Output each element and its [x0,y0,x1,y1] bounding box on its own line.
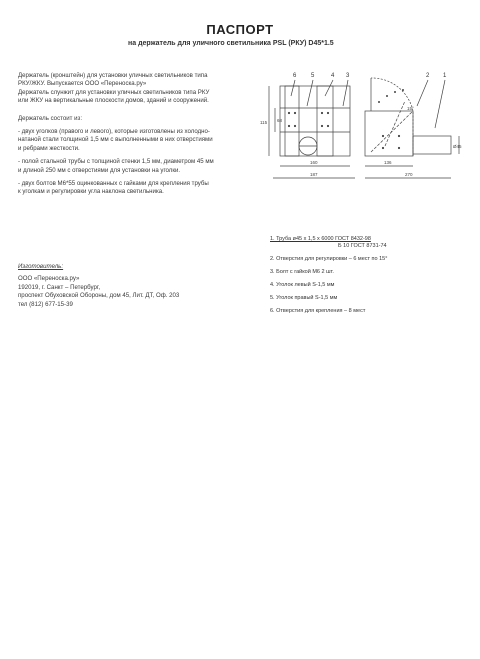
dimension-label: 15° [407,106,414,111]
manufacturer-address: проспект Обуховской Обороны, дом 45, Лит. ДТ, Оф. 203 [18,292,180,300]
technical-drawing [255,66,465,196]
item-line: - двух уголков (правого и левого), которые изготовлены из холодно- [18,128,210,136]
manufacturer-block [18,263,248,309]
item-line: и ребрами жесткости. [18,144,80,152]
item-line: натаной стали толщиной 1,5 мм с выполненными в них отверстиями [18,136,213,144]
item-line: к уголкам и регулировки угла наклона светильника. [18,188,164,196]
callout-label: 2 [426,73,430,79]
legend-item: Б 10 ГОСТ 8731-74 [338,243,387,249]
item-line: - двух болтов М6*55 оцинкованных с гайками для крепления трубы [18,180,209,188]
callout-label: 5 [311,73,315,79]
dimension-label: 160 [310,160,318,165]
manufacturer-address: 192019, г. Санкт – Петербург, [18,283,101,291]
dimension-label: 68 [277,118,283,123]
parts-legend [270,236,470,315]
manufacturer-phone: тел (812) 677-15-39 [18,300,73,308]
legend-item: 4. Уголок левый S-1,5 мм [270,282,335,288]
desc-line: Держатель (кронштейн) для установки уличных светильников типа [18,72,208,79]
dimension-label: 115 [260,120,268,125]
description-block [18,72,258,197]
callout-label: 3 [346,73,350,79]
desc-line: Держатель слунжит для установки уличных светильников типа РКУ [18,88,210,96]
right-view-body [365,111,413,156]
tube-profile [413,136,451,154]
legend-item: 6. Отверстия для крепления – 8 мест [270,308,366,314]
callout-label: 4 [331,73,335,79]
consists-heading: Держатель состоит из: [18,114,83,122]
dimension-label: 270 [405,172,413,177]
legend-item: 3. Болт с гайкой М6 2 шт. [270,269,334,275]
right-angle-plate [317,86,333,156]
callout-label: 1 [443,73,447,79]
item-line: и длиной 250 мм с отверстиями для установки на уголки. [18,166,181,174]
manufacturer-label: Изготовитель: [18,263,64,270]
desc-line: РКУ/ЖКУ. Выпускается ООО «Переноска.ру» [18,80,147,88]
item-line: - полой стальной трубы с толщиной стенки 1,5 мм, диаметром 45 мм [18,158,214,166]
legend-item: 1. Труба ø45 х 1,5 х 6000 ГОСТ 8432-98 [270,236,371,242]
desc-line: или ЖКУ на вертикальные плоскости домов, зданий и сооружений. [18,97,209,105]
dimension-label: Ø45 [453,144,462,149]
dimension-label: 187 [310,172,318,177]
legend-item: 2. Отверстия для регулировки – 6 мест по 15° [270,256,388,262]
left-angle-plate [285,86,299,156]
manufacturer-name: ООО «Переноска.ру» [18,275,80,283]
dimension-label: 136 [384,160,392,165]
document-title: ПАСПОРТ [206,22,274,37]
callout-label: 6 [293,73,297,79]
document-subtitle: на держатель для уличного светильника PSL (РКУ) D45*1.5 [128,40,334,47]
left-view-outline [280,86,350,156]
legend-item: 5. Уголок правый S-1,5 мм [270,295,338,301]
